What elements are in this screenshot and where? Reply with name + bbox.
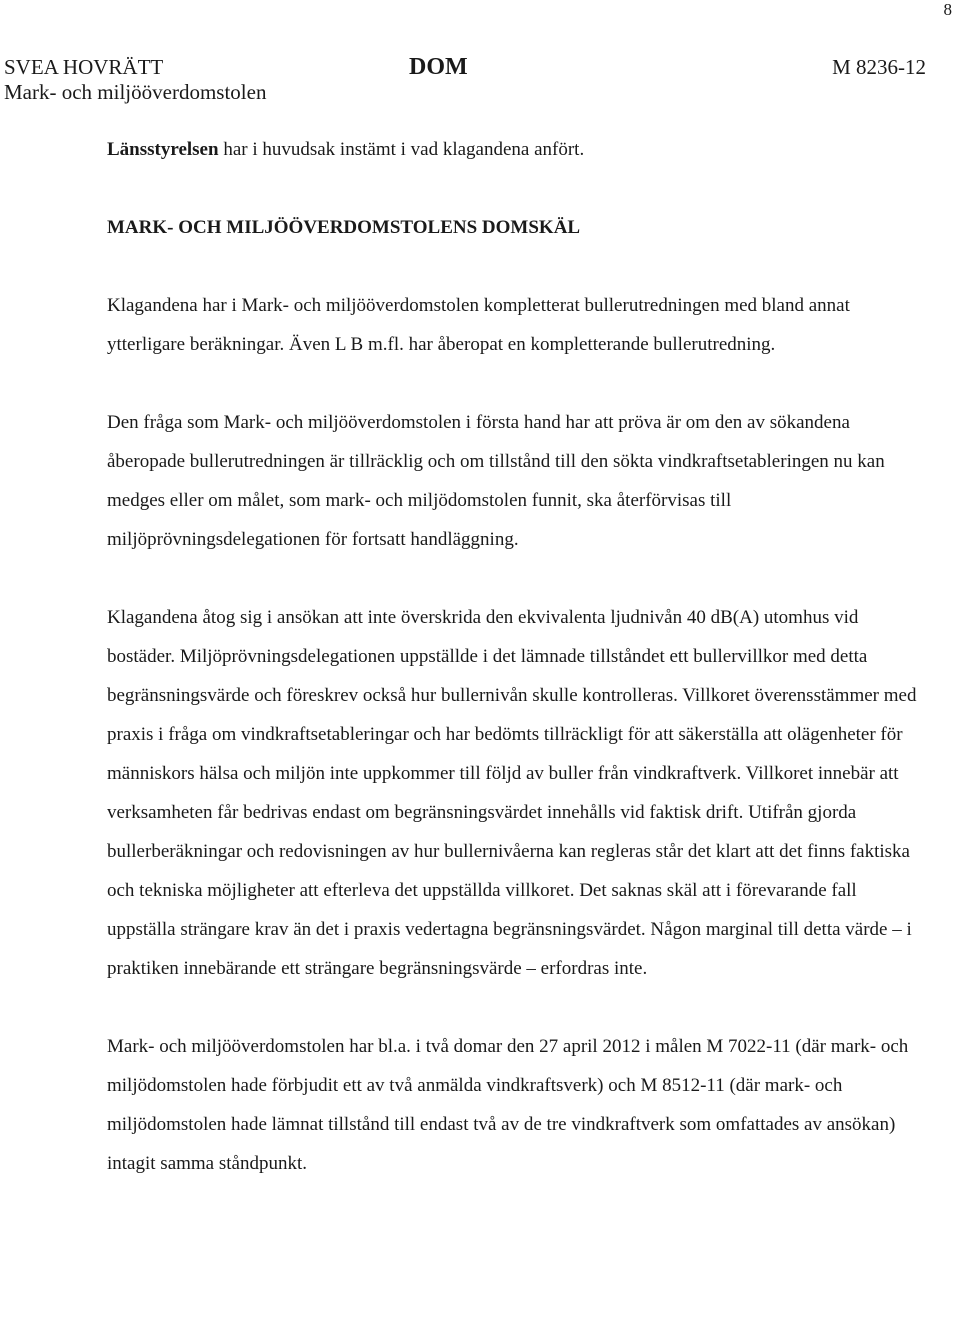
paragraph-question-to-try: Den fråga som Mark- och miljööverdomstolen i första hand har att pröva är om den av sökandena åberopade bullerutredningen är tillräcklig och om tillstånd till den sökta vindkraftsetableringen nu kan medges eller om målet, som mark- och miljödomstolen funnit, ska återförvisas till miljöprövningsdelegationen för fortsatt handläggning. (107, 412, 885, 550)
document-type: DOM (409, 54, 468, 80)
paragraph-noise-condition: Klagandena åtog sig i ansökan att inte överskrida den ekvivalenta ljudnivån 40 dB(A) utomhus vid bostäder. Miljöprövningsdelegationen uppställde i det lämnade tillståndet ett bullervillkor med detta begränsningsvärde och föreskrev också hur bullernivån skulle kontrolleras. Villkoret överensstämmer med praxis i fråga om vindkraftsetableringar och har bedömts tillräckligt för att säkerställa att olägenheter för människors hälsa och miljön inte uppkommer till följd av buller från vindkraftverk. Villkoret innebär att verksamheten får bedrivas endast om begränsningsvärdet innehålls vid faktisk drift. Utifrån gjorda bullerberäkningar och redovisningen av hur bullernivåerna kan regleras står det klart att det finns faktiska och tekniska möjligheter att efterleva det uppställda villkoret. Det saknas skäl att i förevarande fall uppställa strängare krav än det i praxis vedertagna begränsningsvärdet. Någon marginal till detta värde – i praktiken innebärande ett strängare begränsningsvärde – erfordras inte. (107, 607, 917, 979)
statement-party: Länsstyrelsen (107, 139, 219, 160)
court-name: SVEA HOVRÄTT (4, 55, 164, 79)
case-number: M 8236-12 (832, 55, 926, 79)
document-body (107, 130, 917, 1183)
county-board-statement (107, 130, 917, 169)
court-division: Mark- och miljööverdomstolen (4, 80, 267, 104)
section-heading: MARK- OCH MILJÖÖVERDOMSTOLENS DOMSKÄL (107, 217, 581, 238)
paragraph-previous-rulings: Mark- och miljööverdomstolen har bl.a. i två domar den 27 april 2012 i målen M 7022-11 (där mark- och miljödomstolen hade förbjudit ett av två anmälda vindkraftsverk) och M 8512-11 (där mark- och miljödomstolen hade lämnat tillstånd till endast två av de tre vindkraftverk som omfattades av ansökan) intagit samma ståndpunkt. (107, 1036, 909, 1174)
page-number: 8 (943, 0, 952, 19)
document-header (4, 55, 926, 105)
statement-text: har i huvudsak instämt i vad klagandena anfört. (218, 139, 585, 160)
paragraph-supplementary-investigation: Klagandena har i Mark- och miljööverdomstolen kompletterat bullerutredningen med bland annat ytterligare beräkningar. Även L B m.fl. har åberopat en kompletterande bullerutredning. (107, 295, 850, 355)
